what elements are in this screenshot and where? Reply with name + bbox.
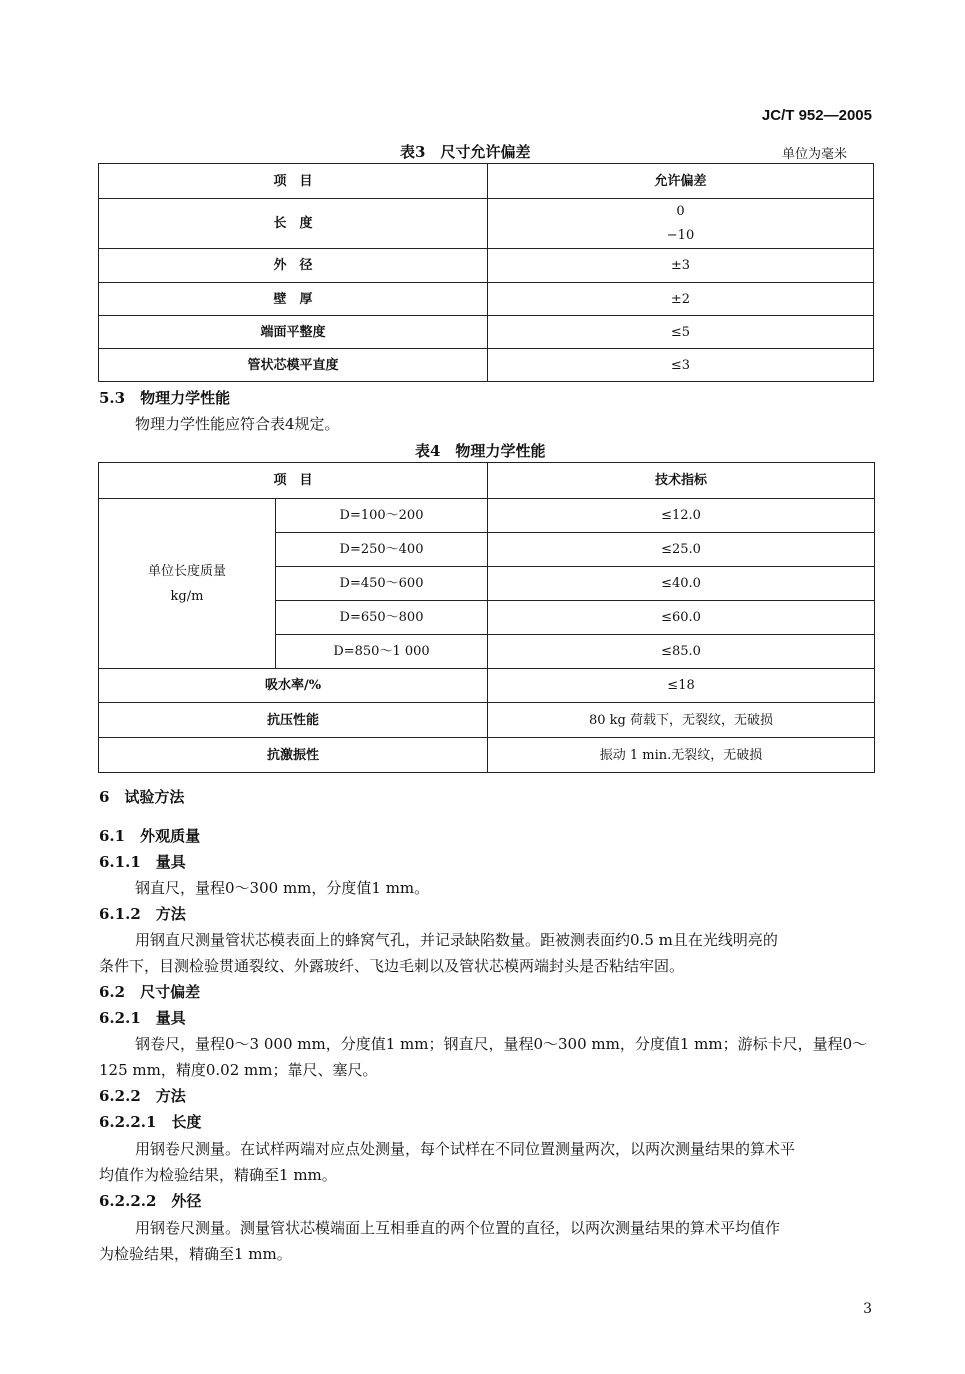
table3-item: 长 度 [99, 199, 488, 249]
section-6-heading: 6 试验方法 [99, 788, 185, 806]
table3-unit: 单位为毫米 [782, 147, 848, 162]
table3-item: 外 径 [99, 249, 488, 283]
table4-header-item: 项 目 [99, 463, 488, 499]
document-code: JC/T 952—2005 [761, 107, 872, 124]
table4-value: ≤12.0 [488, 499, 875, 533]
page-number: 3 [863, 1301, 872, 1317]
section-6-1-2-heading: 6.1.2 方法 [99, 905, 186, 923]
table4-item: 抗激振性 [99, 738, 488, 773]
table3-header-value: 允许偏差 [488, 164, 874, 199]
table3-item: 壁 厚 [99, 283, 488, 316]
table4-value: ≤40.0 [488, 567, 875, 601]
table4-item: 抗压性能 [99, 703, 488, 738]
table-row [99, 249, 874, 283]
table4-range: D=450～600 [276, 567, 488, 601]
section-6-2-heading: 6.2 尺寸偏差 [99, 983, 201, 1001]
table3-value: ≤5 [488, 316, 874, 349]
table4-range: D=100～200 [276, 499, 488, 533]
section-6-2-2-2-heading: 6.2.2.2 外径 [99, 1192, 202, 1210]
table4-value: ≤60.0 [488, 601, 875, 635]
table4-value: ≤25.0 [488, 533, 875, 567]
section-6-1-1-text: 钢直尺，量程0～300 mm，分度值1 mm。 [135, 879, 430, 897]
section-6-1-2-text-line1: 用钢直尺测量管状芯模表面上的蜂窝气孔，并记录缺陷数量。距被测表面约0.5 m且在光线明亮的 [135, 931, 778, 949]
section-6-2-2-1-text-line2: 均值作为检验结果，精确至1 mm。 [99, 1166, 337, 1184]
section-6-2-1-text-line1: 钢卷尺，量程0～3 000 mm，分度值1 mm；钢直尺，量程0～300 mm，分度值1 mm；游标卡尺，量程0～ [135, 1035, 868, 1053]
table3-value-lower: −10 [666, 227, 695, 243]
table-row [99, 669, 875, 703]
section-6-2-2-2-text-line2: 为检验结果，精确至1 mm。 [99, 1245, 292, 1263]
section-6-2-2-2-text-line1: 用钢卷尺测量。测量管状芯模端面上互相垂直的两个位置的直径，以两次测量结果的算术平均值作 [135, 1219, 781, 1237]
table3-value: ≤3 [488, 349, 874, 382]
table3-item: 端面平整度 [99, 316, 488, 349]
section-6-2-1-heading: 6.2.1 量具 [99, 1009, 186, 1027]
table-row [99, 349, 874, 382]
table3-value [488, 199, 874, 249]
table4-caption: 表4 物理力学性能 [415, 442, 546, 460]
table3-value: ±3 [488, 249, 874, 283]
section-5-3-text: 物理力学性能应符合表4规定。 [135, 415, 340, 433]
table4-value: ≤18 [488, 669, 875, 703]
table-row [99, 199, 874, 249]
table4-range: D=250～400 [276, 533, 488, 567]
mass-label-unit: kg/m [170, 588, 204, 604]
section-6-2-2-1-heading: 6.2.2.1 长度 [99, 1113, 202, 1131]
table-row [99, 738, 875, 773]
table-row [99, 316, 874, 349]
table4-range: D=850～1 000 [276, 635, 488, 669]
table4-value: 80 kg 荷载下，无裂纹，无破损 [488, 703, 875, 738]
table3-value-upper: 0 [676, 203, 685, 219]
section-6-2-2-heading: 6.2.2 方法 [99, 1087, 186, 1105]
table4-value: 振动 1 min.无裂纹，无破损 [488, 738, 875, 773]
table-row [99, 283, 874, 316]
section-5-3-heading: 5.3 物理力学性能 [99, 389, 231, 407]
table4-mass-label [99, 499, 276, 669]
table3-value: ±2 [488, 283, 874, 316]
table4-value: ≤85.0 [488, 635, 875, 669]
table3 [98, 163, 874, 382]
section-6-1-heading: 6.1 外观质量 [99, 827, 201, 845]
table4-header-value: 技术指标 [488, 463, 875, 499]
table4-item: 吸水率/% [99, 669, 488, 703]
table-row [99, 499, 875, 533]
section-6-2-2-1-text-line1: 用钢卷尺测量。在试样两端对应点处测量，每个试样在不同位置测量两次，以两次测量结果的算术平 [135, 1140, 796, 1158]
section-6-1-1-heading: 6.1.1 量具 [99, 853, 186, 871]
table3-caption: 表3 尺寸允许偏差 [400, 143, 531, 161]
table3-item: 管状芯模平直度 [99, 349, 488, 382]
mass-label-text: 单位长度质量 [147, 563, 226, 579]
table-row [99, 703, 875, 738]
section-6-1-2-text-line2: 条件下，目测检验贯通裂纹、外露玻纤、飞边毛刺以及管状芯模两端封头是否粘结牢固。 [99, 957, 685, 975]
table3-header-item: 项 目 [99, 164, 488, 199]
table4-range: D=650～800 [276, 601, 488, 635]
section-6-2-1-text-line2: 125 mm，精度0.02 mm；靠尺、塞尺。 [99, 1061, 378, 1079]
table4 [98, 462, 875, 773]
